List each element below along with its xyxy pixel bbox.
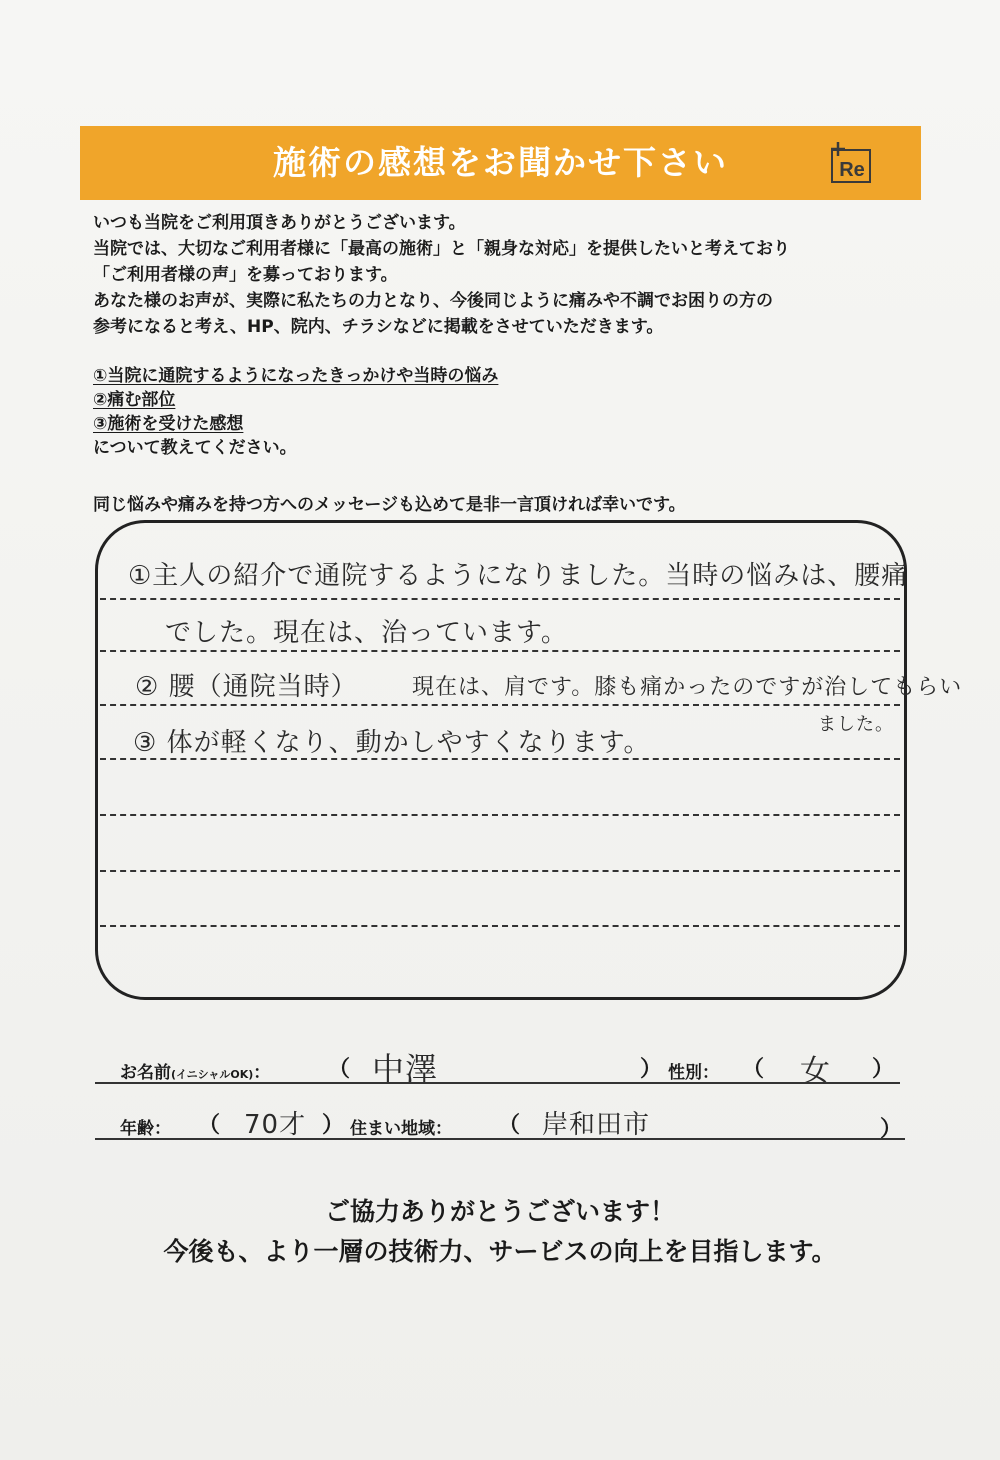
area-label: 住まい地域： — [350, 1119, 452, 1139]
open-paren: （ — [198, 1113, 221, 1138]
promise-text: 今後も、より一層の技術力、サービスの向上を目指します。 — [163, 1237, 837, 1266]
page-title: 施術の感想をお聞かせ下さい — [273, 143, 728, 182]
answer-line-3b: 現在は、肩です。膝も痛かったのですが治してもらい — [412, 675, 963, 700]
name-rule — [95, 1082, 900, 1084]
open-paren: （ — [498, 1113, 521, 1138]
question-list — [93, 364, 793, 460]
answer-rule — [100, 925, 900, 927]
intro-text — [93, 210, 923, 340]
intro-line: 参考になると考え、HP、院内、チラシなどに掲載をさせていただきます。 — [93, 317, 664, 337]
question-tail: について教えてください。 — [93, 438, 297, 458]
name-label — [120, 1058, 270, 1083]
logo-text: Re — [839, 159, 865, 181]
answer-line-3a: ② 腰（通院当時） — [135, 672, 358, 702]
answer-line-4: ③ 体が軽くなり、動かしやすくなります。 — [133, 728, 651, 758]
area-value: 岸和田市 — [542, 1110, 651, 1140]
answer-rule — [100, 870, 900, 872]
question-item: ①当院に通院するようになったきっかけや当時の悩み — [93, 366, 499, 386]
age-value: 70才 — [244, 1110, 307, 1140]
close-paren: ） — [640, 1057, 663, 1082]
answer-line-3c: ました。 — [818, 714, 894, 735]
area-rule — [95, 1138, 905, 1140]
close-paren: ） — [880, 1117, 903, 1142]
thanks-text: ご協力ありがとうございます！ — [324, 1197, 675, 1226]
answer-rule — [100, 650, 900, 652]
name-colon: ： — [253, 1063, 271, 1083]
intro-line: あなた様のお声が、実際に私たちの力となり、今後同じように痛みや不調でお困りの方の — [93, 291, 773, 311]
gender-label: 性別： — [668, 1063, 719, 1083]
answer-rule — [100, 598, 900, 600]
gender-value: 女 — [800, 1054, 831, 1089]
answer-line-2: でした。現在は、治っています。 — [165, 618, 568, 648]
name-label-text: お名前 — [120, 1063, 171, 1083]
plus-re-logo-icon — [828, 140, 874, 186]
close-paren: ） — [322, 1113, 345, 1138]
answer-rule — [100, 814, 900, 816]
answer-rule — [100, 704, 900, 706]
intro-line: 「ご利用者様の声」を募っております。 — [93, 265, 398, 285]
name-hint: (イニシャルOK) — [171, 1068, 254, 1081]
open-paren: （ — [328, 1057, 351, 1082]
answer-line-1: ①主人の紹介で通院するようになりました。当時の悩みは、腰痛 — [128, 561, 909, 591]
answer-box — [95, 520, 907, 1000]
message-prompt: 同じ悩みや痛みを持つ方へのメッセージも込めて是非一言頂ければ幸いです。 — [93, 495, 686, 515]
open-paren: （ — [742, 1057, 765, 1082]
name-value: 中澤 — [372, 1050, 439, 1088]
question-item: ③施術を受けた感想 — [93, 414, 244, 434]
intro-line: いつも当院をご利用頂きありがとうございます。 — [93, 213, 466, 233]
title-banner — [80, 126, 921, 200]
close-paren: ） — [872, 1057, 895, 1082]
age-label: 年齢： — [120, 1119, 171, 1139]
question-item: ②痛む部位 — [93, 390, 176, 410]
intro-line: 当院では、大切なご利用者様に「最高の施術」と「親身な対応」を提供したいと考えており — [93, 239, 790, 259]
